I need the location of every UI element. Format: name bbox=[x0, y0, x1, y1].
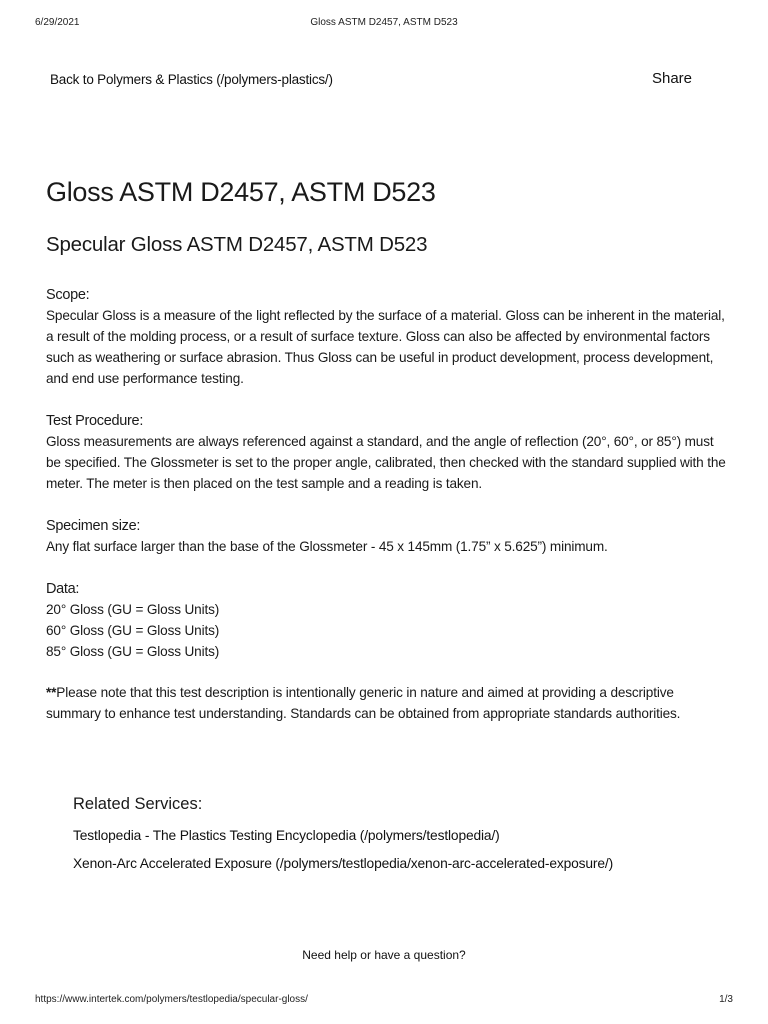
data-label: Data: bbox=[46, 581, 80, 597]
procedure-text: Gloss measurements are always referenced against a standard, and the angle of reflection (20°, 60°, or 85°) must be specified. The Glossmeter is set to the proper angle, calibrated, then checked with the standard supplied with the meter. The meter is then placed on the test sample and a reading is taken. bbox=[46, 434, 726, 491]
page-title: Gloss ASTM D2457, ASTM D523 bbox=[46, 177, 436, 207]
related-link-xenon-arc[interactable]: Xenon-Arc Accelerated Exposure (/polymers/testlopedia/xenon-arc-accelerated-exposure/) bbox=[73, 856, 614, 871]
related-services bbox=[73, 792, 733, 874]
data-section bbox=[46, 579, 726, 662]
share-button[interactable]: Share bbox=[651, 70, 692, 87]
data-line: 85° Gloss (GU = Gloss Units) bbox=[46, 644, 220, 659]
scope-text: Specular Gloss is a measure of the light reflected by the surface of a material. Gloss can be inherent in the material, a result of the molding process, or a result of surface texture. Gloss can also be affected by environmental factors such as weathering or surface abrasion. Thus Gloss can be useful in product development, process development, and end use performance testing. bbox=[46, 308, 725, 386]
page-number: 1/3 bbox=[719, 994, 733, 1005]
note-text: Please note that this test description is intentionally generic in nature and aimed at providing a descriptive summary to enhance test understanding. Standards can be obtained from appropriate standards authorities. bbox=[46, 685, 681, 721]
print-footer bbox=[35, 994, 733, 1008]
note-prefix: ** bbox=[46, 685, 57, 700]
related-link-testlopedia[interactable]: Testlopedia - The Plastics Testing Encyclopedia (/polymers/testlopedia/) bbox=[73, 828, 500, 843]
print-date: 6/29/2021 bbox=[35, 17, 80, 28]
print-url: https://www.intertek.com/polymers/testlopedia/specular-gloss/ bbox=[35, 994, 308, 1005]
specimen-label: Specimen size: bbox=[46, 518, 141, 534]
scope-section bbox=[46, 285, 726, 389]
procedure-label: Test Procedure: bbox=[46, 413, 144, 429]
help-prompt[interactable]: Need help or have a question? bbox=[302, 948, 466, 962]
print-header bbox=[35, 17, 733, 31]
data-list bbox=[46, 599, 726, 662]
data-line: 60° Gloss (GU = Gloss Units) bbox=[46, 623, 220, 638]
print-title: Gloss ASTM D2457, ASTM D523 bbox=[310, 17, 458, 28]
article-content bbox=[46, 172, 726, 724]
disclaimer-note bbox=[46, 682, 726, 724]
back-to-polymers-link[interactable]: Back to Polymers & Plastics (/polymers-plastics/) bbox=[50, 72, 333, 87]
related-services-title: Related Services: bbox=[73, 795, 203, 813]
procedure-section bbox=[46, 411, 726, 494]
specimen-text: Any flat surface larger than the base of the Glossmeter - 45 x 145mm (1.75” x 5.625”) minimum. bbox=[46, 539, 608, 554]
page-subtitle: Specular Gloss ASTM D2457, ASTM D523 bbox=[46, 233, 428, 256]
scope-label: Scope: bbox=[46, 287, 90, 303]
top-bar bbox=[50, 70, 692, 92]
data-line: 20° Gloss (GU = Gloss Units) bbox=[46, 602, 220, 617]
specimen-section bbox=[46, 516, 726, 557]
